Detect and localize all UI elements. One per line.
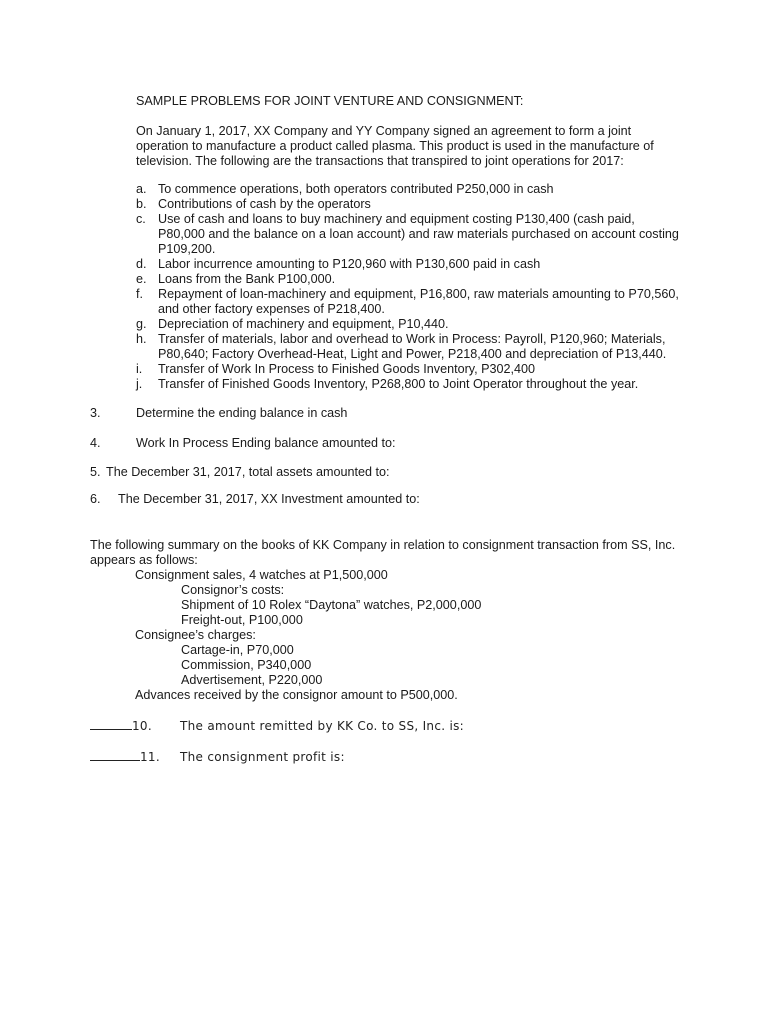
question-text: Work In Process Ending balance amounted to: bbox=[136, 436, 396, 450]
item-letter: b. bbox=[136, 197, 147, 211]
transaction-item bbox=[136, 197, 679, 212]
question-number: 4. bbox=[90, 436, 101, 450]
item-line: P80,640; Factory Overhead-Heat, Light and Power, P218,400 and depreciation of P13,440. bbox=[158, 347, 667, 361]
item-line: Transfer of Finished Goods Inventory, P268,800 to Joint Operator throughout the year. bbox=[158, 377, 639, 391]
item-line: Contributions of cash by the operators bbox=[158, 197, 371, 211]
answer-blank[interactable] bbox=[90, 717, 132, 730]
item-letter: g. bbox=[136, 317, 147, 331]
consignment-sales: Consignment sales, 4 watches at P1,500,000 bbox=[135, 568, 388, 582]
question-5 bbox=[90, 465, 390, 480]
item-letter: c. bbox=[136, 212, 146, 226]
consignment-intro-line: appears as follows: bbox=[90, 553, 198, 567]
page-title: SAMPLE PROBLEMS FOR JOINT VENTURE AND CONSIGNMENT: bbox=[136, 94, 524, 108]
item-line: Transfer of materials, labor and overhead to Work in Process: Payroll, P120,960; Materials, bbox=[158, 332, 666, 346]
consignment-intro-line: The following summary on the books of KK Company in relation to consignment transaction from SS, Inc. bbox=[90, 538, 676, 552]
transaction-item bbox=[136, 332, 679, 362]
transaction-item bbox=[136, 377, 679, 392]
consignee-charge-item: Advertisement, P220,000 bbox=[181, 673, 323, 687]
consignee-charge-item: Commission, P340,000 bbox=[181, 658, 312, 672]
item-line: Transfer of Work In Process to Finished Goods Inventory, P302,400 bbox=[158, 362, 536, 376]
transaction-item bbox=[136, 182, 679, 197]
question-number: 11. bbox=[140, 750, 160, 764]
question-number: 5. bbox=[90, 465, 101, 479]
intro-line: television. The following are the transactions that transpired to joint operations for 2017: bbox=[136, 154, 624, 168]
item-letter: d. bbox=[136, 257, 147, 271]
intro-paragraph bbox=[136, 124, 654, 169]
question-11 bbox=[90, 748, 345, 765]
question-10 bbox=[90, 717, 464, 734]
item-letter: h. bbox=[136, 332, 147, 346]
item-letter: e. bbox=[136, 272, 147, 286]
transaction-item bbox=[136, 257, 679, 272]
question-text: The consignment profit is: bbox=[180, 750, 345, 764]
question-number: 10. bbox=[132, 719, 152, 733]
item-line: Repayment of loan-machinery and equipment, P16,800, raw materials amounting to P70,560, bbox=[158, 287, 679, 301]
transaction-item bbox=[136, 272, 679, 287]
transaction-item bbox=[136, 317, 679, 332]
consignor-costs-label: Consignor’s costs: bbox=[181, 583, 285, 597]
item-line: Labor incurrence amounting to P120,960 with P130,600 paid in cash bbox=[158, 257, 541, 271]
item-line: Depreciation of machinery and equipment, P10,440. bbox=[158, 317, 449, 331]
item-line: and other factory expenses of P218,400. bbox=[158, 302, 385, 316]
item-letter: j. bbox=[136, 377, 143, 391]
consignor-advances: Advances received by the consignor amount to P500,000. bbox=[135, 688, 458, 702]
consignee-charge-item: Cartage-in, P70,000 bbox=[181, 643, 294, 657]
consignor-cost-item: Shipment of 10 Rolex “Daytona” watches, P2,000,000 bbox=[181, 598, 482, 612]
question-text: The December 31, 2017, XX Investment amounted to: bbox=[118, 492, 420, 506]
question-text: The December 31, 2017, total assets amounted to: bbox=[106, 465, 390, 479]
question-4 bbox=[90, 436, 396, 451]
question-3 bbox=[90, 406, 347, 421]
item-line: To commence operations, both operators contributed P250,000 in cash bbox=[158, 182, 554, 196]
question-number: 6. bbox=[90, 492, 101, 506]
question-number: 3. bbox=[90, 406, 101, 420]
transaction-item bbox=[136, 212, 679, 257]
item-letter: f. bbox=[136, 287, 143, 301]
item-line: P80,000 and the balance on a loan account) and raw materials purchased on account costing bbox=[158, 227, 679, 241]
transaction-list bbox=[136, 182, 679, 392]
transaction-item bbox=[136, 362, 679, 377]
item-letter: a. bbox=[136, 182, 147, 196]
transaction-item bbox=[136, 287, 679, 317]
consignment-section bbox=[90, 538, 675, 703]
consignor-cost-item: Freight-out, P100,000 bbox=[181, 613, 303, 627]
question-6 bbox=[90, 492, 420, 507]
item-letter: i. bbox=[136, 362, 143, 376]
item-line: Loans from the Bank P100,000. bbox=[158, 272, 336, 286]
question-text: The amount remitted by KK Co. to SS, Inc. is: bbox=[180, 719, 464, 733]
intro-line: operation to manufacture a product called plasma. This product is used in the manufacture of bbox=[136, 139, 654, 153]
consignee-charges-label: Consignee’s charges: bbox=[135, 628, 256, 642]
item-line: P109,200. bbox=[158, 242, 216, 256]
item-line: Use of cash and loans to buy machinery and equipment costing P130,400 (cash paid, bbox=[158, 212, 635, 226]
question-text: Determine the ending balance in cash bbox=[136, 406, 348, 420]
intro-line: On January 1, 2017, XX Company and YY Company signed an agreement to form a joint bbox=[136, 124, 632, 138]
answer-blank[interactable] bbox=[90, 748, 140, 761]
